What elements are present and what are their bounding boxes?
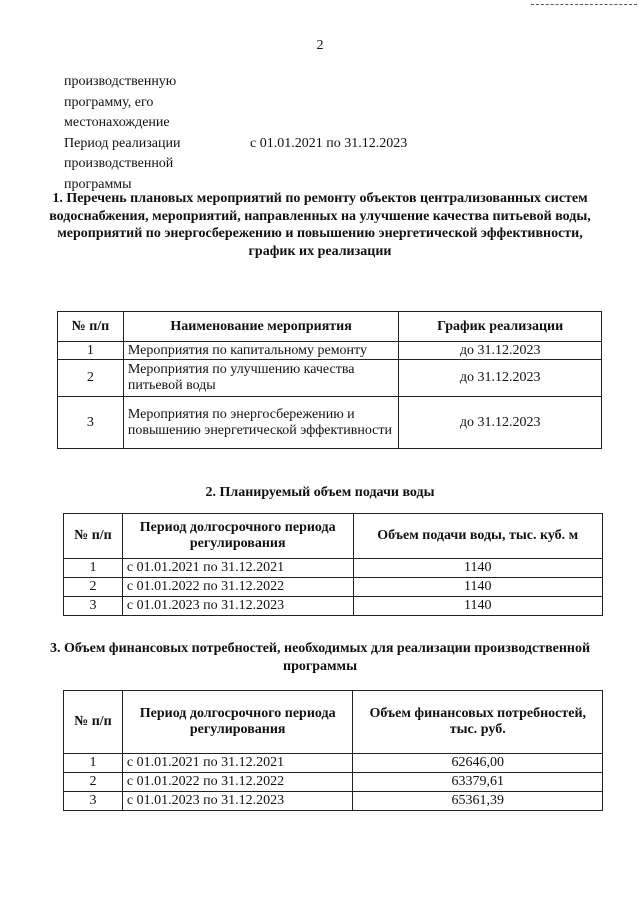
measure-schedule: до 31.12.2023 — [399, 360, 602, 397]
row-number: 1 — [64, 754, 123, 773]
row-number: 2 — [64, 773, 123, 792]
section1-heading: 1. Перечень плановых мероприятий по ремонту объектов централизованных систем водоснабжения, мероприятий, направленных на улучшение качества питьевой воды, мероприятий по энергосбережению и повышению энергетической эффективности, график их реализации — [49, 191, 591, 259]
period-cell: с 01.01.2023 по 31.12.2023 — [122, 792, 353, 811]
intro-text: производственную — [64, 74, 177, 89]
col-header-number: № п/п — [64, 691, 123, 754]
intro-line — [64, 93, 604, 114]
measure-name: Мероприятия по улучшению качества питьевой воды — [123, 360, 399, 397]
row-number: 3 — [58, 397, 124, 449]
col-header-schedule: График реализации — [399, 312, 602, 342]
top-dashed-line — [531, 4, 637, 5]
table-row — [64, 578, 603, 597]
section2-heading: 2. Планируемый объем подачи воды — [205, 485, 435, 500]
row-number: 3 — [64, 597, 123, 616]
volume-cell: 1140 — [353, 559, 602, 578]
col-header-volume: Объем подачи воды, тыс. куб. м — [353, 514, 602, 559]
measures-table — [57, 311, 602, 449]
period-label: производственной — [64, 156, 174, 171]
col-header-number: № п/п — [64, 514, 123, 559]
volume-cell: 1140 — [353, 578, 602, 597]
col-header-name: Наименование мероприятия — [123, 312, 399, 342]
table-row — [64, 754, 603, 773]
period-cell: с 01.01.2022 по 31.12.2022 — [122, 773, 353, 792]
intro-line — [64, 113, 604, 134]
period-cell: с 01.01.2023 по 31.12.2023 — [122, 597, 353, 616]
finance-cell: 62646,00 — [353, 754, 603, 773]
table-header-row — [58, 312, 602, 342]
water-supply-table — [63, 513, 603, 616]
finance-table — [63, 690, 603, 811]
section3-heading: 3. Объем финансовых потребностей, необходимых для реализации производственной программы — [49, 641, 591, 674]
col-header-number: № п/п — [58, 312, 124, 342]
measure-name: Мероприятия по капитальному ремонту — [123, 342, 399, 360]
measure-schedule: до 31.12.2023 — [399, 342, 602, 360]
measure-schedule: до 31.12.2023 — [399, 397, 602, 449]
table-row — [64, 597, 603, 616]
table-row — [58, 342, 602, 360]
period-cell: с 01.01.2022 по 31.12.2022 — [122, 578, 353, 597]
intro-text: местонахождение — [64, 115, 170, 130]
col-header-period: Период долгосрочного периода регулирования — [122, 514, 353, 559]
period-row — [64, 134, 604, 155]
period-value: с 01.01.2021 по 31.12.2023 — [250, 135, 408, 151]
col-header-period: Период долгосрочного периода регулирования — [122, 691, 353, 754]
table-row — [64, 559, 603, 578]
intro-block — [64, 72, 604, 195]
period-label: программы — [64, 176, 132, 192]
row-number: 2 — [58, 360, 124, 397]
row-number: 2 — [64, 578, 123, 597]
intro-line — [64, 72, 604, 93]
page-number: 2 — [316, 38, 324, 53]
table-header-row — [64, 691, 603, 754]
volume-cell: 1140 — [353, 597, 602, 616]
table-row — [64, 773, 603, 792]
period-label: Период реализации — [64, 135, 181, 151]
measure-name: Мероприятия по энергосбережению и повышению энергетической эффективности — [123, 397, 399, 449]
finance-cell: 63379,61 — [353, 773, 603, 792]
intro-line — [64, 154, 604, 175]
period-cell: с 01.01.2021 по 31.12.2021 — [122, 559, 353, 578]
row-number: 3 — [64, 792, 123, 811]
finance-cell: 65361,39 — [353, 792, 603, 811]
row-number: 1 — [58, 342, 124, 360]
period-cell: с 01.01.2021 по 31.12.2021 — [122, 754, 353, 773]
table-header-row — [64, 514, 603, 559]
col-header-finance: Объем финансовых потребностей, тыс. руб. — [353, 691, 603, 754]
table-row — [64, 792, 603, 811]
row-number: 1 — [64, 559, 123, 578]
table-row — [58, 360, 602, 397]
intro-text: программу, его — [64, 94, 154, 110]
table-row — [58, 397, 602, 449]
